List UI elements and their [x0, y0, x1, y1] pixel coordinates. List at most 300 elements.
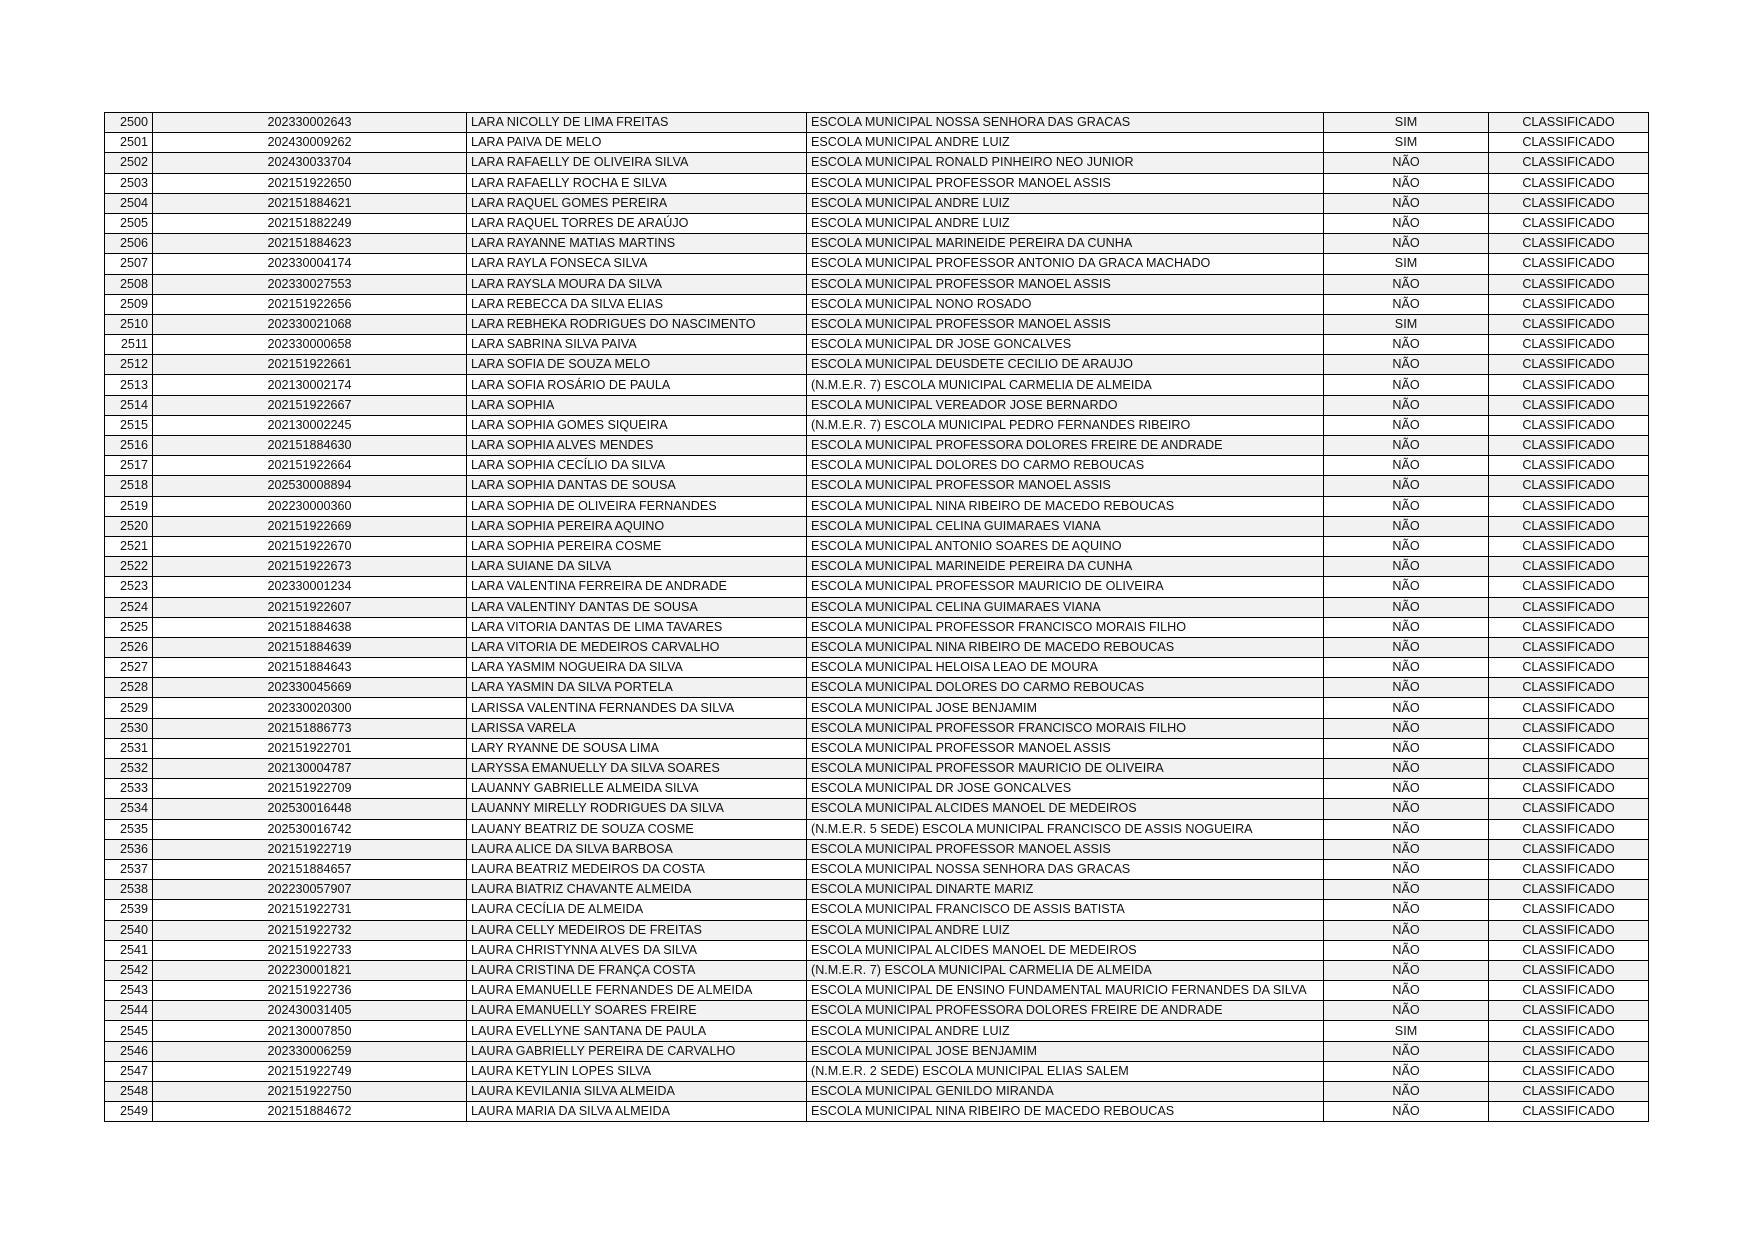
table-row	[105, 476, 1649, 496]
table-row	[105, 718, 1649, 738]
enrollment-id-cell: 202151884623	[153, 234, 467, 254]
status-cell: CLASSIFICADO	[1489, 799, 1649, 819]
student-name-cell: LARA VITORIA DE MEDEIROS CARVALHO	[467, 637, 807, 657]
status-cell: CLASSIFICADO	[1489, 274, 1649, 294]
student-name-cell: LARA SOFIA DE SOUZA MELO	[467, 355, 807, 375]
table-row	[105, 294, 1649, 314]
table-row	[105, 314, 1649, 334]
enrollment-id-cell: 202230001821	[153, 960, 467, 980]
special-needs-flag-cell: NÃO	[1324, 335, 1489, 355]
student-name-cell: LAUANNY GABRIELLE ALMEIDA SILVA	[467, 779, 807, 799]
table-row	[105, 173, 1649, 193]
enrollment-id-cell: 202330000658	[153, 335, 467, 355]
status-cell: CLASSIFICADO	[1489, 617, 1649, 637]
school-name-cell: ESCOLA MUNICIPAL DR JOSE GONCALVES	[807, 779, 1324, 799]
student-name-cell: LAURA EMANUELLY SOARES FREIRE	[467, 1001, 807, 1021]
table-row	[105, 658, 1649, 678]
table-row	[105, 153, 1649, 173]
enrollment-id-cell: 202230057907	[153, 880, 467, 900]
enrollment-id-cell: 202151884672	[153, 1102, 467, 1122]
special-needs-flag-cell: NÃO	[1324, 1001, 1489, 1021]
enrollment-id-cell: 202330045669	[153, 678, 467, 698]
school-name-cell: (N.M.E.R. 5 SEDE) ESCOLA MUNICIPAL FRANCISCO DE ASSIS NOGUEIRA	[807, 819, 1324, 839]
enrollment-id-cell: 202130007850	[153, 1021, 467, 1041]
student-name-cell: LARA RAYANNE MATIAS MARTINS	[467, 234, 807, 254]
special-needs-flag-cell: SIM	[1324, 254, 1489, 274]
row-number-cell: 2521	[105, 536, 153, 556]
special-needs-flag-cell: NÃO	[1324, 294, 1489, 314]
table-row	[105, 213, 1649, 233]
row-number-cell: 2537	[105, 859, 153, 879]
enrollment-id-cell: 202330001234	[153, 577, 467, 597]
school-name-cell: ESCOLA MUNICIPAL PROFESSORA DOLORES FREIRE DE ANDRADE	[807, 436, 1324, 456]
status-cell: CLASSIFICADO	[1489, 759, 1649, 779]
special-needs-flag-cell: NÃO	[1324, 718, 1489, 738]
special-needs-flag-cell: NÃO	[1324, 698, 1489, 718]
enrollment-id-cell: 202151884630	[153, 436, 467, 456]
row-number-cell: 2540	[105, 920, 153, 940]
student-name-cell: LARYSSA EMANUELLY DA SILVA SOARES	[467, 759, 807, 779]
school-name-cell: ESCOLA MUNICIPAL ALCIDES MANOEL DE MEDEIROS	[807, 940, 1324, 960]
school-name-cell: ESCOLA MUNICIPAL PROFESSOR MANOEL ASSIS	[807, 839, 1324, 859]
school-name-cell: ESCOLA MUNICIPAL PROFESSOR MANOEL ASSIS	[807, 314, 1324, 334]
status-cell: CLASSIFICADO	[1489, 557, 1649, 577]
enrollment-id-cell: 202430009262	[153, 133, 467, 153]
student-name-cell: LAURA KETYLIN LOPES SILVA	[467, 1061, 807, 1081]
student-name-cell: LARISSA VARELA	[467, 718, 807, 738]
student-name-cell: LAUANNY MIRELLY RODRIGUES DA SILVA	[467, 799, 807, 819]
status-cell: CLASSIFICADO	[1489, 1021, 1649, 1041]
row-number-cell: 2549	[105, 1102, 153, 1122]
row-number-cell: 2542	[105, 960, 153, 980]
enrollment-id-cell: 202430031405	[153, 1001, 467, 1021]
special-needs-flag-cell: NÃO	[1324, 395, 1489, 415]
table-row	[105, 1082, 1649, 1102]
enrollment-id-cell: 202130002245	[153, 415, 467, 435]
table-row	[105, 880, 1649, 900]
school-name-cell: ESCOLA MUNICIPAL ANTONIO SOARES DE AQUINO	[807, 536, 1324, 556]
special-needs-flag-cell: NÃO	[1324, 456, 1489, 476]
table-row	[105, 859, 1649, 879]
table-row	[105, 678, 1649, 698]
enrollment-id-cell: 202151886773	[153, 718, 467, 738]
enrollment-id-cell: 202151922664	[153, 456, 467, 476]
student-name-cell: LARA PAIVA DE MELO	[467, 133, 807, 153]
school-name-cell: ESCOLA MUNICIPAL VEREADOR JOSE BERNARDO	[807, 395, 1324, 415]
student-name-cell: LARA RAYSLA MOURA DA SILVA	[467, 274, 807, 294]
row-number-cell: 2510	[105, 314, 153, 334]
student-name-cell: LARA RAQUEL TORRES DE ARAÚJO	[467, 213, 807, 233]
enrollment-id-cell: 202530016742	[153, 819, 467, 839]
table-row	[105, 698, 1649, 718]
student-name-cell: LARA SOPHIA PEREIRA AQUINO	[467, 516, 807, 536]
student-name-cell: LAURA KEVILANIA SILVA ALMEIDA	[467, 1082, 807, 1102]
special-needs-flag-cell: NÃO	[1324, 536, 1489, 556]
student-name-cell: LAURA CELLY MEDEIROS DE FREITAS	[467, 920, 807, 940]
row-number-cell: 2507	[105, 254, 153, 274]
table-row	[105, 1102, 1649, 1122]
status-cell: CLASSIFICADO	[1489, 395, 1649, 415]
row-number-cell: 2543	[105, 981, 153, 1001]
school-name-cell: ESCOLA MUNICIPAL GENILDO MIRANDA	[807, 1082, 1324, 1102]
special-needs-flag-cell: SIM	[1324, 113, 1489, 133]
school-name-cell: ESCOLA MUNICIPAL PROFESSOR MAURICIO DE OLIVEIRA	[807, 759, 1324, 779]
school-name-cell: ESCOLA MUNICIPAL ANDRE LUIZ	[807, 133, 1324, 153]
special-needs-flag-cell: NÃO	[1324, 1041, 1489, 1061]
enrollment-id-cell: 202151884638	[153, 617, 467, 637]
student-name-cell: LARA SOPHIA GOMES SIQUEIRA	[467, 415, 807, 435]
table-row	[105, 617, 1649, 637]
special-needs-flag-cell: NÃO	[1324, 577, 1489, 597]
school-name-cell: (N.M.E.R. 7) ESCOLA MUNICIPAL CARMELIA DE ALMEIDA	[807, 960, 1324, 980]
enrollment-id-cell: 202530016448	[153, 799, 467, 819]
row-number-cell: 2529	[105, 698, 153, 718]
school-name-cell: ESCOLA MUNICIPAL CELINA GUIMARAES VIANA	[807, 516, 1324, 536]
school-name-cell: ESCOLA MUNICIPAL NINA RIBEIRO DE MACEDO REBOUCAS	[807, 1102, 1324, 1122]
row-number-cell: 2534	[105, 799, 153, 819]
status-cell: CLASSIFICADO	[1489, 133, 1649, 153]
school-name-cell: ESCOLA MUNICIPAL ALCIDES MANOEL DE MEDEIROS	[807, 799, 1324, 819]
status-cell: CLASSIFICADO	[1489, 880, 1649, 900]
status-cell: CLASSIFICADO	[1489, 173, 1649, 193]
status-cell: CLASSIFICADO	[1489, 436, 1649, 456]
school-name-cell: ESCOLA MUNICIPAL PROFESSORA DOLORES FREIRE DE ANDRADE	[807, 1001, 1324, 1021]
school-name-cell: ESCOLA MUNICIPAL PROFESSOR MAURICIO DE OLIVEIRA	[807, 577, 1324, 597]
status-cell: CLASSIFICADO	[1489, 113, 1649, 133]
enrollment-id-cell: 202130004787	[153, 759, 467, 779]
special-needs-flag-cell: NÃO	[1324, 415, 1489, 435]
special-needs-flag-cell: NÃO	[1324, 900, 1489, 920]
student-name-cell: LARA REBHEKA RODRIGUES DO NASCIMENTO	[467, 314, 807, 334]
row-number-cell: 2524	[105, 597, 153, 617]
student-name-cell: LARISSA VALENTINA FERNANDES DA SILVA	[467, 698, 807, 718]
row-number-cell: 2517	[105, 456, 153, 476]
row-number-cell: 2513	[105, 375, 153, 395]
table-row	[105, 113, 1649, 133]
status-cell: CLASSIFICADO	[1489, 1061, 1649, 1081]
student-name-cell: LARA SOFIA ROSÁRIO DE PAULA	[467, 375, 807, 395]
status-cell: CLASSIFICADO	[1489, 718, 1649, 738]
row-number-cell: 2544	[105, 1001, 153, 1021]
status-cell: CLASSIFICADO	[1489, 213, 1649, 233]
table-row	[105, 738, 1649, 758]
status-cell: CLASSIFICADO	[1489, 637, 1649, 657]
table-row	[105, 960, 1649, 980]
enrollment-id-cell: 202430033704	[153, 153, 467, 173]
enrollment-id-cell: 202530008894	[153, 476, 467, 496]
row-number-cell: 2528	[105, 678, 153, 698]
table-row	[105, 375, 1649, 395]
special-needs-flag-cell: NÃO	[1324, 799, 1489, 819]
table-row	[105, 900, 1649, 920]
status-cell: CLASSIFICADO	[1489, 960, 1649, 980]
enrollment-id-cell: 202151884657	[153, 859, 467, 879]
enrollment-id-cell: 202151884621	[153, 193, 467, 213]
table-row	[105, 516, 1649, 536]
table-row	[105, 920, 1649, 940]
row-number-cell: 2511	[105, 335, 153, 355]
special-needs-flag-cell: NÃO	[1324, 940, 1489, 960]
enrollment-id-cell: 202151922669	[153, 516, 467, 536]
student-name-cell: LARA SABRINA SILVA PAIVA	[467, 335, 807, 355]
school-name-cell: ESCOLA MUNICIPAL DR JOSE GONCALVES	[807, 335, 1324, 355]
status-cell: CLASSIFICADO	[1489, 577, 1649, 597]
special-needs-flag-cell: SIM	[1324, 1021, 1489, 1041]
row-number-cell: 2531	[105, 738, 153, 758]
special-needs-flag-cell: NÃO	[1324, 516, 1489, 536]
enrollment-id-cell: 202151884643	[153, 658, 467, 678]
special-needs-flag-cell: NÃO	[1324, 880, 1489, 900]
special-needs-flag-cell: NÃO	[1324, 153, 1489, 173]
table-row	[105, 557, 1649, 577]
special-needs-flag-cell: NÃO	[1324, 637, 1489, 657]
status-cell: CLASSIFICADO	[1489, 294, 1649, 314]
table-row	[105, 355, 1649, 375]
enrollment-id-cell: 202230000360	[153, 496, 467, 516]
table-row	[105, 819, 1649, 839]
special-needs-flag-cell: NÃO	[1324, 375, 1489, 395]
table-row	[105, 335, 1649, 355]
status-cell: CLASSIFICADO	[1489, 456, 1649, 476]
student-name-cell: LARA YASMIN DA SILVA PORTELA	[467, 678, 807, 698]
table-row	[105, 456, 1649, 476]
classification-table	[104, 112, 1649, 1122]
row-number-cell: 2532	[105, 759, 153, 779]
row-number-cell: 2520	[105, 516, 153, 536]
table-row	[105, 395, 1649, 415]
enrollment-id-cell: 202330004174	[153, 254, 467, 274]
school-name-cell: ESCOLA MUNICIPAL ANDRE LUIZ	[807, 920, 1324, 940]
row-number-cell: 2525	[105, 617, 153, 637]
student-name-cell: LAURA BEATRIZ MEDEIROS DA COSTA	[467, 859, 807, 879]
table-row	[105, 597, 1649, 617]
student-name-cell: LAURA MARIA DA SILVA ALMEIDA	[467, 1102, 807, 1122]
status-cell: CLASSIFICADO	[1489, 940, 1649, 960]
status-cell: CLASSIFICADO	[1489, 839, 1649, 859]
special-needs-flag-cell: NÃO	[1324, 173, 1489, 193]
table-row	[105, 637, 1649, 657]
enrollment-id-cell: 202151922670	[153, 536, 467, 556]
enrollment-id-cell: 202151922701	[153, 738, 467, 758]
status-cell: CLASSIFICADO	[1489, 254, 1649, 274]
status-cell: CLASSIFICADO	[1489, 375, 1649, 395]
enrollment-id-cell: 202330027553	[153, 274, 467, 294]
student-name-cell: LARA NICOLLY DE LIMA FREITAS	[467, 113, 807, 133]
row-number-cell: 2527	[105, 658, 153, 678]
school-name-cell: ESCOLA MUNICIPAL MARINEIDE PEREIRA DA CUNHA	[807, 557, 1324, 577]
enrollment-id-cell: 202151922750	[153, 1082, 467, 1102]
special-needs-flag-cell: NÃO	[1324, 678, 1489, 698]
row-number-cell: 2526	[105, 637, 153, 657]
status-cell: CLASSIFICADO	[1489, 819, 1649, 839]
row-number-cell: 2536	[105, 839, 153, 859]
school-name-cell: ESCOLA MUNICIPAL NONO ROSADO	[807, 294, 1324, 314]
table-row	[105, 415, 1649, 435]
enrollment-id-cell: 202151922736	[153, 981, 467, 1001]
enrollment-id-cell: 202330021068	[153, 314, 467, 334]
status-cell: CLASSIFICADO	[1489, 415, 1649, 435]
student-name-cell: LARA SOPHIA DANTAS DE SOUSA	[467, 476, 807, 496]
student-name-cell: LARA SUIANE DA SILVA	[467, 557, 807, 577]
row-number-cell: 2512	[105, 355, 153, 375]
row-number-cell: 2519	[105, 496, 153, 516]
table-row	[105, 940, 1649, 960]
row-number-cell: 2508	[105, 274, 153, 294]
special-needs-flag-cell: NÃO	[1324, 617, 1489, 637]
student-name-cell: LAURA CRISTINA DE FRANÇA COSTA	[467, 960, 807, 980]
status-cell: CLASSIFICADO	[1489, 981, 1649, 1001]
school-name-cell: ESCOLA MUNICIPAL PROFESSOR FRANCISCO MORAIS FILHO	[807, 718, 1324, 738]
special-needs-flag-cell: SIM	[1324, 314, 1489, 334]
table-row	[105, 436, 1649, 456]
school-name-cell: ESCOLA MUNICIPAL DOLORES DO CARMO REBOUCAS	[807, 678, 1324, 698]
special-needs-flag-cell: NÃO	[1324, 193, 1489, 213]
table-body	[105, 113, 1649, 1122]
school-name-cell: (N.M.E.R. 2 SEDE) ESCOLA MUNICIPAL ELIAS SALEM	[807, 1061, 1324, 1081]
student-name-cell: LARA SOPHIA PEREIRA COSME	[467, 536, 807, 556]
table-row	[105, 779, 1649, 799]
special-needs-flag-cell: NÃO	[1324, 213, 1489, 233]
school-name-cell: (N.M.E.R. 7) ESCOLA MUNICIPAL CARMELIA DE ALMEIDA	[807, 375, 1324, 395]
school-name-cell: ESCOLA MUNICIPAL ANDRE LUIZ	[807, 1021, 1324, 1041]
special-needs-flag-cell: NÃO	[1324, 920, 1489, 940]
student-name-cell: LARA SOPHIA DE OLIVEIRA FERNANDES	[467, 496, 807, 516]
row-number-cell: 2547	[105, 1061, 153, 1081]
status-cell: CLASSIFICADO	[1489, 1001, 1649, 1021]
status-cell: CLASSIFICADO	[1489, 234, 1649, 254]
table-row	[105, 759, 1649, 779]
school-name-cell: ESCOLA MUNICIPAL RONALD PINHEIRO NEO JUNIOR	[807, 153, 1324, 173]
student-name-cell: LAURA BIATRIZ CHAVANTE ALMEIDA	[467, 880, 807, 900]
student-name-cell: LARA SOPHIA ALVES MENDES	[467, 436, 807, 456]
row-number-cell: 2500	[105, 113, 153, 133]
school-name-cell: ESCOLA MUNICIPAL NOSSA SENHORA DAS GRACAS	[807, 113, 1324, 133]
row-number-cell: 2502	[105, 153, 153, 173]
student-name-cell: LARA REBECCA DA SILVA ELIAS	[467, 294, 807, 314]
status-cell: CLASSIFICADO	[1489, 658, 1649, 678]
special-needs-flag-cell: NÃO	[1324, 234, 1489, 254]
row-number-cell: 2538	[105, 880, 153, 900]
row-number-cell: 2548	[105, 1082, 153, 1102]
student-name-cell: LAURA CECÍLIA DE ALMEIDA	[467, 900, 807, 920]
student-name-cell: LARA VALENTINY DANTAS DE SOUSA	[467, 597, 807, 617]
student-name-cell: LAURA EVELLYNE SANTANA DE PAULA	[467, 1021, 807, 1041]
status-cell: CLASSIFICADO	[1489, 496, 1649, 516]
status-cell: CLASSIFICADO	[1489, 900, 1649, 920]
table-row	[105, 234, 1649, 254]
status-cell: CLASSIFICADO	[1489, 516, 1649, 536]
table-row	[105, 496, 1649, 516]
status-cell: CLASSIFICADO	[1489, 698, 1649, 718]
row-number-cell: 2509	[105, 294, 153, 314]
table-row	[105, 839, 1649, 859]
school-name-cell: ESCOLA MUNICIPAL JOSE BENJAMIM	[807, 1041, 1324, 1061]
special-needs-flag-cell: NÃO	[1324, 597, 1489, 617]
table-row	[105, 193, 1649, 213]
student-name-cell: LAURA ALICE DA SILVA BARBOSA	[467, 839, 807, 859]
status-cell: CLASSIFICADO	[1489, 678, 1649, 698]
enrollment-id-cell: 202151922719	[153, 839, 467, 859]
special-needs-flag-cell: NÃO	[1324, 819, 1489, 839]
enrollment-id-cell: 202151922650	[153, 173, 467, 193]
status-cell: CLASSIFICADO	[1489, 859, 1649, 879]
enrollment-id-cell: 202151922673	[153, 557, 467, 577]
enrollment-id-cell: 202330006259	[153, 1041, 467, 1061]
row-number-cell: 2514	[105, 395, 153, 415]
row-number-cell: 2506	[105, 234, 153, 254]
school-name-cell: ESCOLA MUNICIPAL FRANCISCO DE ASSIS BATISTA	[807, 900, 1324, 920]
school-name-cell: ESCOLA MUNICIPAL NINA RIBEIRO DE MACEDO REBOUCAS	[807, 496, 1324, 516]
status-cell: CLASSIFICADO	[1489, 597, 1649, 617]
status-cell: CLASSIFICADO	[1489, 779, 1649, 799]
school-name-cell: ESCOLA MUNICIPAL DOLORES DO CARMO REBOUCAS	[807, 456, 1324, 476]
special-needs-flag-cell: NÃO	[1324, 355, 1489, 375]
student-name-cell: LAURA GABRIELLY PEREIRA DE CARVALHO	[467, 1041, 807, 1061]
student-name-cell: LARA RAFAELLY DE OLIVEIRA SILVA	[467, 153, 807, 173]
status-cell: CLASSIFICADO	[1489, 1102, 1649, 1122]
status-cell: CLASSIFICADO	[1489, 314, 1649, 334]
school-name-cell: ESCOLA MUNICIPAL ANDRE LUIZ	[807, 213, 1324, 233]
row-number-cell: 2518	[105, 476, 153, 496]
school-name-cell: (N.M.E.R. 7) ESCOLA MUNICIPAL PEDRO FERNANDES RIBEIRO	[807, 415, 1324, 435]
school-name-cell: ESCOLA MUNICIPAL DINARTE MARIZ	[807, 880, 1324, 900]
table-row	[105, 1001, 1649, 1021]
enrollment-id-cell: 202151884639	[153, 637, 467, 657]
enrollment-id-cell: 202330002643	[153, 113, 467, 133]
student-name-cell: LARA SOPHIA CECÍLIO DA SILVA	[467, 456, 807, 476]
status-cell: CLASSIFICADO	[1489, 193, 1649, 213]
special-needs-flag-cell: NÃO	[1324, 960, 1489, 980]
special-needs-flag-cell: NÃO	[1324, 738, 1489, 758]
special-needs-flag-cell: NÃO	[1324, 476, 1489, 496]
special-needs-flag-cell: NÃO	[1324, 658, 1489, 678]
enrollment-id-cell: 202151922656	[153, 294, 467, 314]
student-name-cell: LARA VITORIA DANTAS DE LIMA TAVARES	[467, 617, 807, 637]
table-row	[105, 1021, 1649, 1041]
row-number-cell: 2545	[105, 1021, 153, 1041]
school-name-cell: ESCOLA MUNICIPAL NOSSA SENHORA DAS GRACAS	[807, 859, 1324, 879]
row-number-cell: 2522	[105, 557, 153, 577]
school-name-cell: ESCOLA MUNICIPAL DE ENSINO FUNDAMENTAL MAURICIO FERNANDES DA SILVA	[807, 981, 1324, 1001]
enrollment-id-cell: 202151922709	[153, 779, 467, 799]
enrollment-id-cell: 202151922607	[153, 597, 467, 617]
enrollment-id-cell: 202151922732	[153, 920, 467, 940]
status-cell: CLASSIFICADO	[1489, 1041, 1649, 1061]
special-needs-flag-cell: NÃO	[1324, 1061, 1489, 1081]
row-number-cell: 2535	[105, 819, 153, 839]
table-row	[105, 1061, 1649, 1081]
status-cell: CLASSIFICADO	[1489, 536, 1649, 556]
student-name-cell: LAURA EMANUELLE FERNANDES DE ALMEIDA	[467, 981, 807, 1001]
row-number-cell: 2546	[105, 1041, 153, 1061]
special-needs-flag-cell: NÃO	[1324, 274, 1489, 294]
row-number-cell: 2505	[105, 213, 153, 233]
row-number-cell: 2501	[105, 133, 153, 153]
status-cell: CLASSIFICADO	[1489, 1082, 1649, 1102]
school-name-cell: ESCOLA MUNICIPAL PROFESSOR FRANCISCO MORAIS FILHO	[807, 617, 1324, 637]
enrollment-id-cell: 202151882249	[153, 213, 467, 233]
row-number-cell: 2516	[105, 436, 153, 456]
row-number-cell: 2530	[105, 718, 153, 738]
student-name-cell: LARA RAQUEL GOMES PEREIRA	[467, 193, 807, 213]
school-name-cell: ESCOLA MUNICIPAL PROFESSOR MANOEL ASSIS	[807, 738, 1324, 758]
status-cell: CLASSIFICADO	[1489, 476, 1649, 496]
enrollment-id-cell: 202151922667	[153, 395, 467, 415]
school-name-cell: ESCOLA MUNICIPAL PROFESSOR MANOEL ASSIS	[807, 274, 1324, 294]
special-needs-flag-cell: NÃO	[1324, 981, 1489, 1001]
special-needs-flag-cell: NÃO	[1324, 496, 1489, 516]
school-name-cell: ESCOLA MUNICIPAL ANDRE LUIZ	[807, 193, 1324, 213]
